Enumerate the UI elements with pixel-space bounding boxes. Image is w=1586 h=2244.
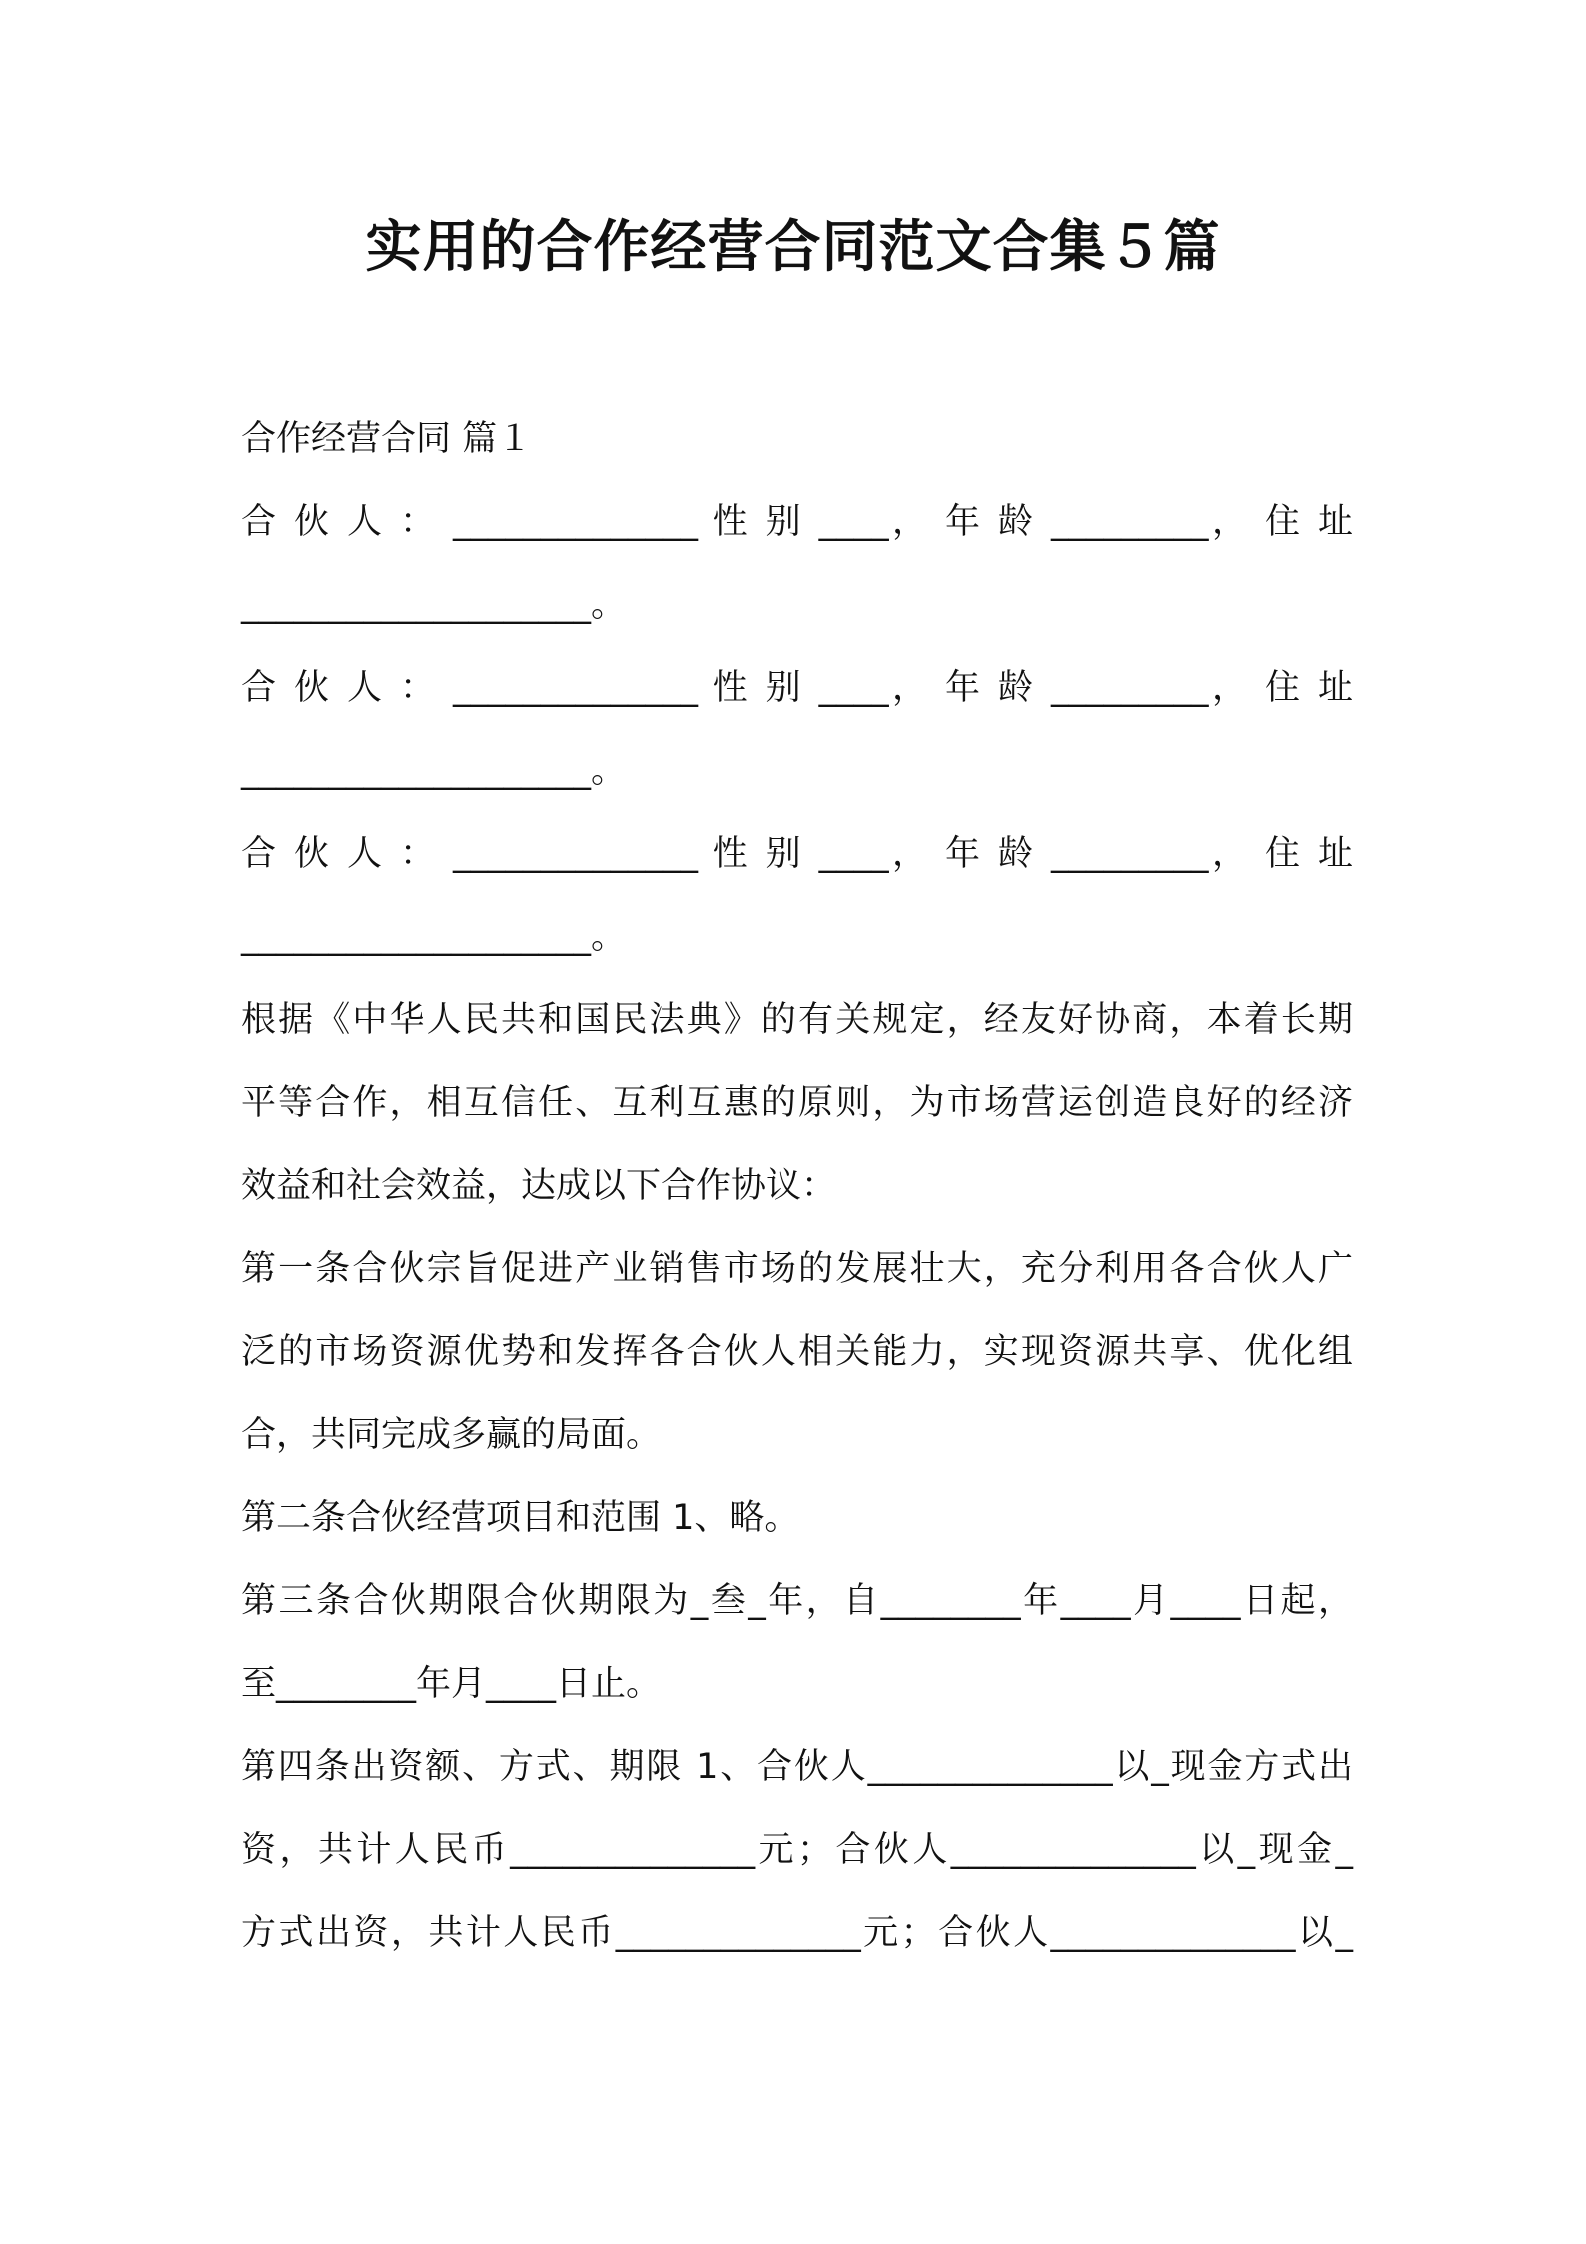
preamble-line: 平等合作，相互信任、互利互惠的原则，为市场营运创造良好的经济 [241, 1083, 1353, 1123]
article-3-line: 至________年月____日止。 [241, 1664, 662, 1704]
article-4-line: 资，共计人民币______________元；合伙人______________以_现金_ [241, 1830, 1353, 1870]
document-body [241, 398, 1353, 1975]
partner-address-line: ____________________。 [241, 585, 627, 625]
article-1-line: 泛的市场资源优势和发挥各合伙人相关能力，实现资源共享、优化组 [241, 1332, 1353, 1372]
section-heading: 合作经营合同 篇１ [241, 419, 533, 459]
document-title: 实用的合作经营合同范文合集５篇 [365, 215, 1221, 280]
partner-address-line: ____________________。 [241, 751, 627, 791]
article-1-line: 合，共同完成多赢的局面。 [241, 1415, 662, 1455]
article-1-line: 第一条合伙宗旨促进产业销售市场的发展壮大，充分利用各合伙人广 [241, 1249, 1353, 1289]
article-4-line: 方式出资，共计人民币______________元；合伙人______________以_ [241, 1913, 1353, 1953]
article-3-line: 第三条合伙期限合伙期限为_叁_年，自________年____月____日起， [241, 1581, 1353, 1621]
preamble-line: 效益和社会效益，达成以下合作协议： [241, 1166, 837, 1206]
partner-line: 合 伙 人 ： ______________ 性 别 ____， 年 龄 _________， 住 址 [241, 834, 1353, 874]
partner-line: 合 伙 人 ： ______________ 性 别 ____， 年 龄 _________， 住 址 [241, 502, 1353, 542]
article-4-line: 第四条出资额、方式、期限 1、合伙人______________以_现金方式出 [241, 1747, 1353, 1787]
partner-address-line: ____________________。 [241, 917, 627, 957]
partner-line: 合 伙 人 ： ______________ 性 别 ____， 年 龄 _________， 住 址 [241, 668, 1353, 708]
article-2-line: 第二条合伙经营项目和范围 1、略。 [241, 1498, 800, 1538]
preamble-line: 根据《中华人民共和国民法典》的有关规定，经友好协商，本着长期 [241, 1000, 1353, 1040]
